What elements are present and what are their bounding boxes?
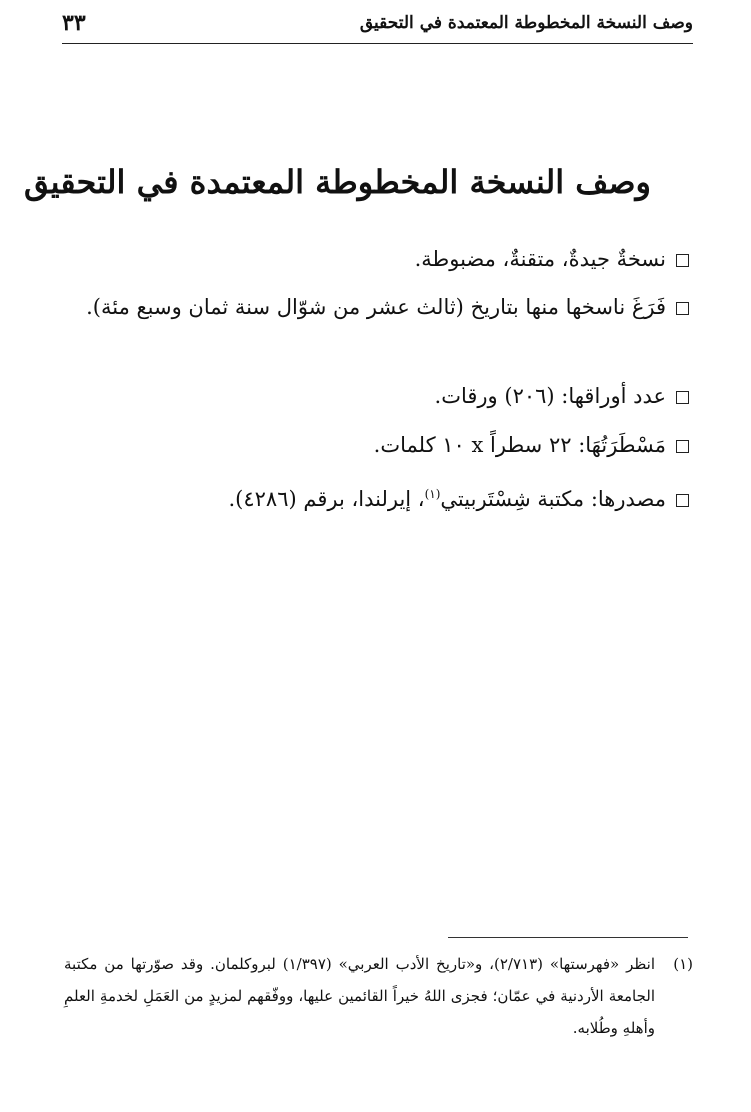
footnote-separator: [448, 937, 688, 938]
manuscript-description-list: [66, 236, 689, 520]
chapter-title: وصف النسخة المخطوطة المعتمدة في التحقيق: [23, 163, 651, 201]
list-item: [66, 236, 689, 285]
checkbox-bullet-icon: [676, 302, 689, 315]
checkbox-bullet-icon: [676, 391, 689, 404]
running-title: وصف النسخة المخطوطة المعتمدة في التحقيق: [359, 13, 693, 33]
list-item-text: فَرَغَ ناسخها منها بتاريخ (ثالث عشر من شوّال سنة ثمان وسبع مئة).: [86, 295, 666, 319]
footnote: [64, 948, 693, 1044]
running-header: [62, 4, 693, 42]
list-item-text: مَسْطَرَتُهَا: ٢٢ سطراً x ١٠ كلمات.: [373, 433, 666, 457]
checkbox-bullet-icon: [676, 494, 689, 507]
checkbox-bullet-icon: [676, 440, 689, 453]
source-text-after: ، إيرلندا، برقم (٤٢٨٦).: [228, 487, 425, 511]
list-item-text: عدد أوراقها: (٢٠٦) ورقات.: [434, 384, 666, 408]
footnote-marker: (١): [673, 955, 693, 973]
list-item: [66, 422, 689, 471]
page-number: ٣٣: [62, 10, 86, 36]
footnote-text: انظر «فهرستها» (٢/٧١٣)، و«تاريخ الأدب العربي» (١/٣٩٧) لبروكلمان. وقد صوّرتها من مكتبة الجامعة الأردنية في عمّان؛ فجزى اللهُ خيراً القائمين عليها، ووفّقهم لمزيدٍ من العَمَلِ لخدمةِ العلمِ وأهلهِ وطُلابه.: [64, 955, 656, 1037]
footnote-reference[interactable]: (١): [424, 487, 441, 501]
source-text-before: مصدرها: مكتبة شِسْتَربيتي: [440, 487, 666, 511]
list-item-text: نسخةٌ جيدةٌ، متقنةٌ، مضبوطة.: [414, 247, 666, 271]
list-item: [66, 373, 689, 422]
header-rule: [62, 43, 693, 44]
checkbox-bullet-icon: [676, 254, 689, 267]
list-item: [66, 471, 689, 520]
list-item: [66, 285, 689, 373]
list-item-text: [229, 471, 667, 522]
